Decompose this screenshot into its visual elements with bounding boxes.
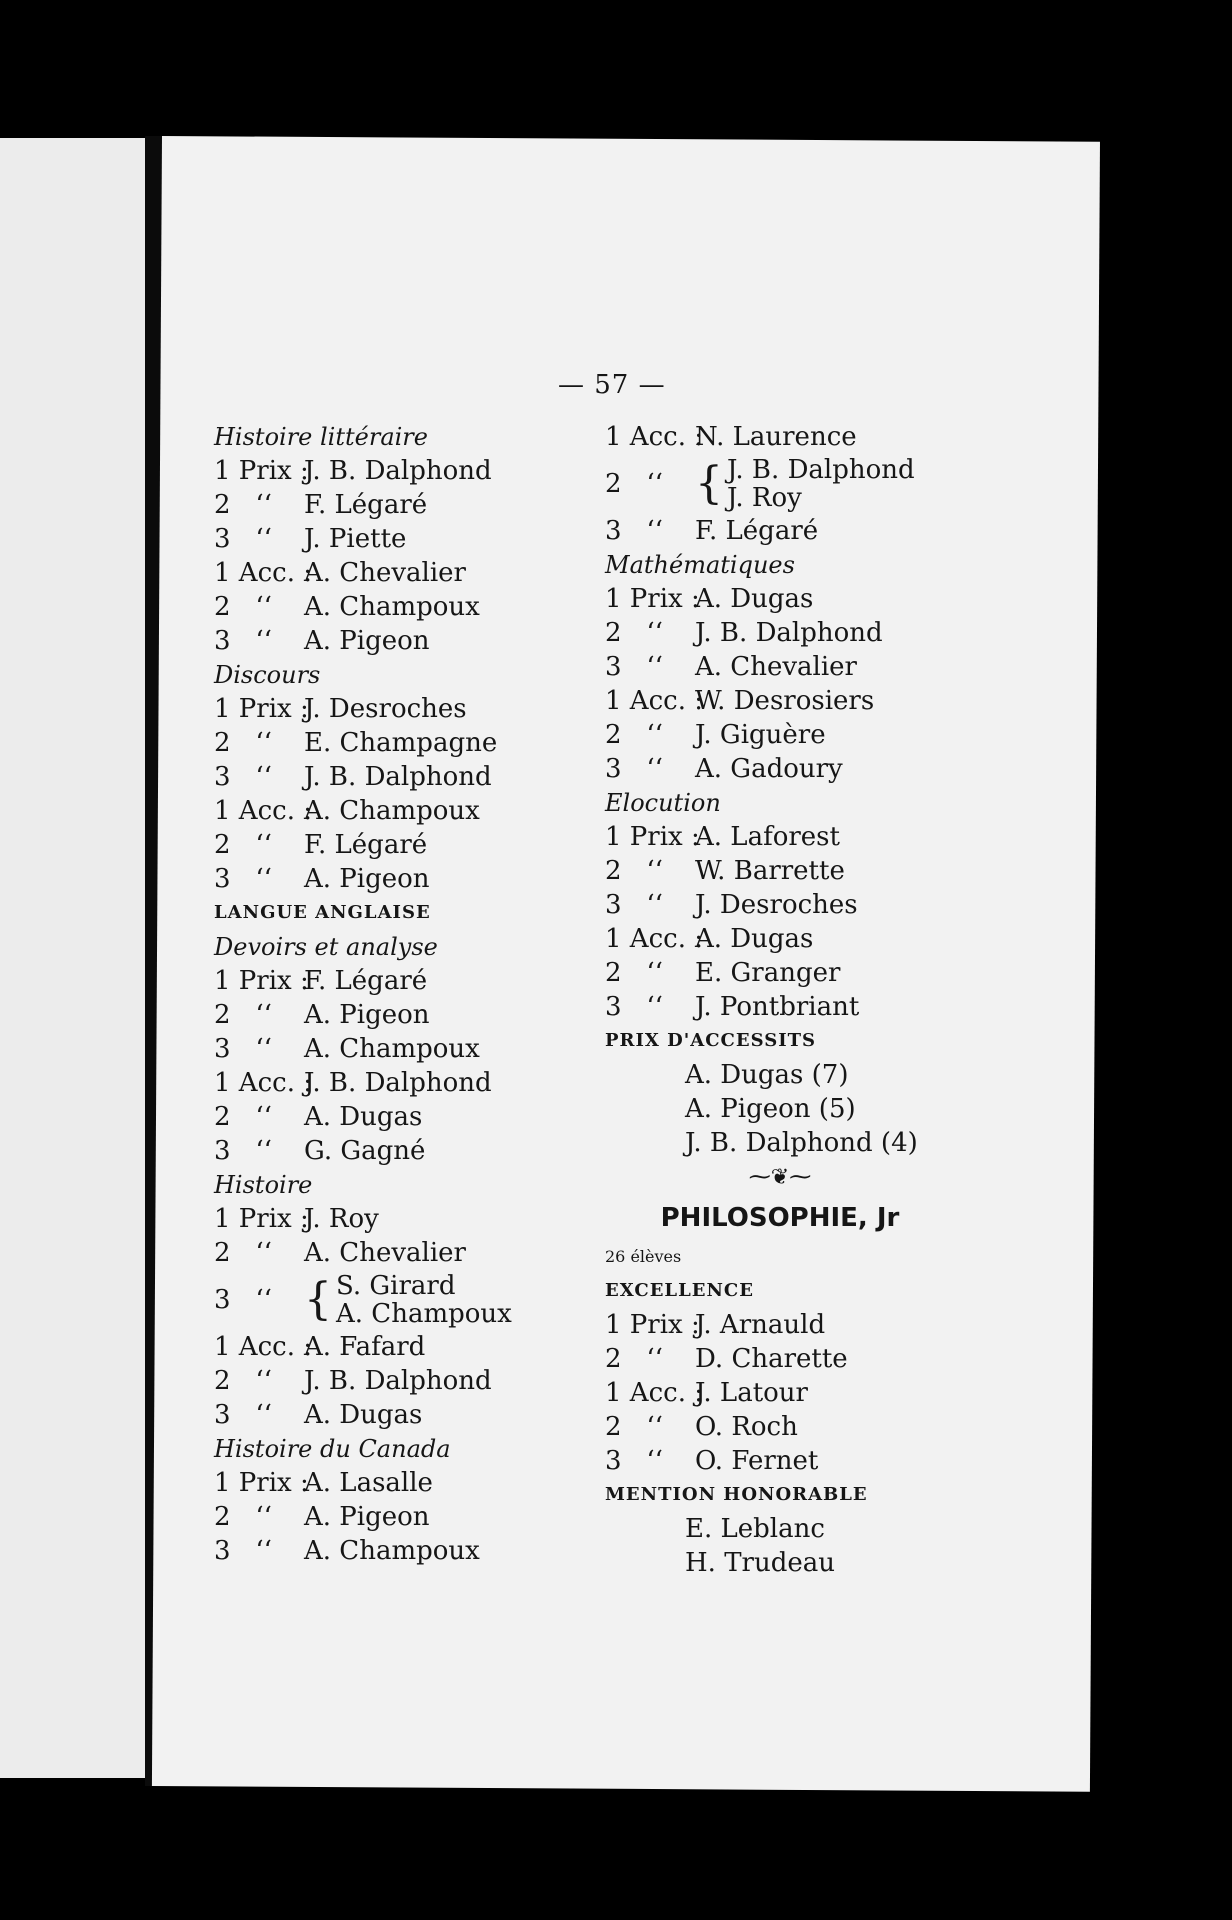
award-entry bbox=[214, 1500, 554, 1534]
section-heading: Elocution bbox=[605, 789, 721, 817]
award-name: F. Légaré bbox=[304, 830, 428, 860]
award-name: W. Desrosiers bbox=[695, 686, 875, 716]
award-rank: 1 Prix : bbox=[605, 822, 700, 852]
award-name: J. Giguère bbox=[695, 720, 826, 750]
award-rank: 3 ‘‘ bbox=[214, 1536, 272, 1566]
honor-name: J. B. Dalphond (4) bbox=[685, 1128, 918, 1158]
award-entry bbox=[605, 922, 955, 956]
tied-names bbox=[727, 456, 915, 512]
award-rank: 2 ‘‘ bbox=[214, 490, 272, 520]
award-rank: 1 Prix : bbox=[214, 456, 309, 486]
award-name: A. Lasalle bbox=[304, 1468, 433, 1498]
award-entry bbox=[605, 956, 955, 990]
award-rank: 3 ‘‘ bbox=[605, 992, 663, 1022]
award-entry bbox=[214, 1466, 554, 1500]
award-rank: 1 Prix : bbox=[605, 1310, 700, 1340]
award-name: J. Desroches bbox=[304, 694, 467, 724]
award-name: A. Chevalier bbox=[695, 652, 857, 682]
award-rank: 1 Acc. : bbox=[214, 558, 312, 588]
award-entry bbox=[214, 828, 554, 862]
honor-name: H. Trudeau bbox=[685, 1548, 835, 1578]
award-rank: 3 ‘‘ bbox=[605, 754, 663, 784]
award-entry bbox=[605, 684, 955, 718]
award-rank: 3 ‘‘ bbox=[605, 1446, 663, 1476]
award-name: A. Gadoury bbox=[695, 754, 843, 784]
adjacent-page-edge bbox=[0, 138, 145, 1778]
award-entry bbox=[214, 1100, 554, 1134]
award-name: A. Dugas bbox=[695, 584, 814, 614]
award-rank: 2 ‘‘ bbox=[214, 1102, 272, 1132]
award-entry bbox=[214, 556, 554, 590]
award-name: D. Charette bbox=[695, 1344, 848, 1374]
tie-brace: { bbox=[695, 458, 723, 509]
award-rank: 3 ‘‘ bbox=[214, 762, 272, 792]
award-name: A. Pigeon bbox=[304, 626, 430, 656]
honor-name: E. Leblanc bbox=[685, 1514, 825, 1544]
award-name: A. Champoux bbox=[304, 1034, 480, 1064]
award-entry bbox=[605, 514, 955, 548]
award-rank: 2 ‘‘ bbox=[214, 1502, 272, 1532]
award-entry bbox=[605, 990, 955, 1024]
award-entry bbox=[605, 650, 955, 684]
award-name: J. B. Dalphond bbox=[304, 762, 492, 792]
award-entry bbox=[605, 582, 955, 616]
award-name: S. Girard bbox=[336, 1271, 456, 1301]
award-name: A. Chevalier bbox=[304, 1238, 466, 1268]
award-name: A. Fafard bbox=[304, 1332, 426, 1362]
award-entry bbox=[605, 1410, 955, 1444]
award-entry bbox=[214, 692, 554, 726]
award-rank: 1 Prix : bbox=[214, 1204, 309, 1234]
honor-name: A. Pigeon (5) bbox=[685, 1094, 856, 1124]
award-rank: 3 ‘‘ bbox=[214, 1136, 272, 1166]
award-name: E. Champagne bbox=[304, 728, 498, 758]
award-rank: 3 ‘‘ bbox=[605, 890, 663, 920]
honor-name: A. Dugas (7) bbox=[685, 1060, 849, 1090]
award-name: J. Roy bbox=[727, 483, 802, 513]
award-name: J. B. Dalphond bbox=[304, 456, 492, 486]
class-heading: PHILOSOPHIE, Jr bbox=[660, 1203, 900, 1233]
award-rank: 2 ‘‘ bbox=[214, 830, 272, 860]
section-caps-heading: MENTION HONORABLE bbox=[605, 1484, 868, 1505]
award-entry bbox=[605, 718, 955, 752]
award-entry bbox=[214, 1066, 554, 1100]
award-entry bbox=[214, 1330, 554, 1364]
award-name: A. Pigeon bbox=[304, 1000, 430, 1030]
award-rank: 2 ‘‘ bbox=[214, 1366, 272, 1396]
section-heading: Devoirs et analyse bbox=[214, 933, 438, 961]
award-name: J. Roy bbox=[304, 1204, 379, 1234]
award-entry bbox=[605, 820, 955, 854]
award-entry bbox=[214, 1364, 554, 1398]
award-entry bbox=[214, 862, 554, 896]
award-entry bbox=[605, 888, 955, 922]
section-heading: Histoire bbox=[214, 1171, 313, 1199]
award-name: A. Pigeon bbox=[304, 1502, 430, 1532]
award-name: J. Piette bbox=[304, 524, 407, 554]
award-name: F. Légaré bbox=[304, 490, 428, 520]
award-entry bbox=[605, 1308, 955, 1342]
award-rank: 2 ‘‘ bbox=[605, 720, 663, 750]
award-name: F. Légaré bbox=[695, 516, 819, 546]
award-rank: 1 Prix : bbox=[214, 966, 309, 996]
award-entry bbox=[605, 752, 955, 786]
section-caps-heading: EXCELLENCE bbox=[605, 1280, 754, 1301]
award-entry-tied bbox=[605, 454, 955, 514]
section-heading: Histoire du Canada bbox=[214, 1435, 451, 1463]
award-entry bbox=[214, 522, 554, 556]
award-rank: 1 Acc. : bbox=[605, 1378, 703, 1408]
award-rank: 1 Prix : bbox=[605, 584, 700, 614]
award-name: E. Granger bbox=[695, 958, 841, 988]
award-entry bbox=[214, 794, 554, 828]
award-rank: 3 ‘‘ bbox=[214, 1400, 272, 1430]
award-name: J. B. Dalphond bbox=[304, 1068, 492, 1098]
section-caps-heading: PRIX D'ACCESSITS bbox=[605, 1030, 817, 1051]
award-rank: 1 Acc. : bbox=[214, 1068, 312, 1098]
award-rank: 2 ‘‘ bbox=[214, 1000, 272, 1030]
award-entry bbox=[605, 1444, 955, 1478]
award-name: A. Chevalier bbox=[304, 558, 466, 588]
award-rank: 2 ‘‘ bbox=[605, 469, 663, 499]
award-rank: 2 ‘‘ bbox=[605, 1344, 663, 1374]
award-name: G. Gagné bbox=[304, 1136, 426, 1166]
award-entry bbox=[214, 624, 554, 658]
left-column bbox=[214, 420, 554, 1568]
award-entry bbox=[214, 454, 554, 488]
award-entry bbox=[214, 1134, 554, 1168]
award-rank: 3 ‘‘ bbox=[214, 1285, 272, 1315]
award-name: A. Dugas bbox=[695, 924, 814, 954]
award-rank: 2 ‘‘ bbox=[605, 856, 663, 886]
award-entry bbox=[214, 964, 554, 998]
section-caps-heading: LANGUE ANGLAISE bbox=[214, 902, 431, 923]
award-rank: 3 ‘‘ bbox=[214, 626, 272, 656]
award-name: N. Laurence bbox=[695, 422, 857, 452]
award-entry bbox=[214, 1202, 554, 1236]
award-name: A. Pigeon bbox=[304, 864, 430, 894]
ornament-divider: ⁓❦⁓ bbox=[748, 1165, 812, 1190]
award-rank: 3 ‘‘ bbox=[214, 524, 272, 554]
award-name: J. B. Dalphond bbox=[304, 1366, 492, 1396]
right-column bbox=[605, 420, 955, 1580]
award-rank: 1 Acc. : bbox=[605, 422, 703, 452]
award-name: O. Roch bbox=[695, 1412, 798, 1442]
award-entry bbox=[214, 998, 554, 1032]
award-rank: 3 ‘‘ bbox=[605, 652, 663, 682]
award-name: A. Champoux bbox=[304, 592, 480, 622]
award-entry bbox=[605, 1376, 955, 1410]
section-heading: Mathématiques bbox=[605, 551, 795, 579]
award-name: J. Pontbriant bbox=[695, 992, 860, 1022]
award-name: A. Dugas bbox=[304, 1102, 423, 1132]
award-rank: 2 ‘‘ bbox=[605, 958, 663, 988]
award-rank: 1 Acc. : bbox=[605, 924, 703, 954]
award-rank: 1 Prix : bbox=[214, 694, 309, 724]
award-entry bbox=[214, 1236, 554, 1270]
award-entry bbox=[214, 726, 554, 760]
award-rank: 2 ‘‘ bbox=[605, 618, 663, 648]
award-entry bbox=[605, 854, 955, 888]
award-rank: 2 ‘‘ bbox=[605, 1412, 663, 1442]
award-name: W. Barrette bbox=[695, 856, 845, 886]
award-entry bbox=[605, 420, 955, 454]
award-name: J. Arnauld bbox=[695, 1310, 826, 1340]
award-entry bbox=[214, 590, 554, 624]
tied-names bbox=[336, 1272, 512, 1328]
award-rank: 2 ‘‘ bbox=[214, 592, 272, 622]
section-heading: Histoire littéraire bbox=[214, 423, 428, 451]
student-count: 26 élèves bbox=[605, 1247, 682, 1266]
award-name: J. B. Dalphond bbox=[727, 455, 915, 485]
award-name: F. Légaré bbox=[304, 966, 428, 996]
award-name: A. Champoux bbox=[304, 796, 480, 826]
award-rank: 3 ‘‘ bbox=[605, 516, 663, 546]
award-entry bbox=[605, 1342, 955, 1376]
award-rank: 1 Prix : bbox=[214, 1468, 309, 1498]
award-name: A. Dugas bbox=[304, 1400, 423, 1430]
award-rank: 1 Acc. : bbox=[605, 686, 703, 716]
award-entry bbox=[605, 616, 955, 650]
award-name: J. B. Dalphond bbox=[695, 618, 883, 648]
award-entry bbox=[214, 1032, 554, 1066]
award-entry bbox=[214, 1398, 554, 1432]
tie-brace: { bbox=[304, 1274, 332, 1325]
award-rank: 3 ‘‘ bbox=[214, 1034, 272, 1064]
award-rank: 1 Acc. : bbox=[214, 796, 312, 826]
award-entry bbox=[214, 488, 554, 522]
section-heading: Discours bbox=[214, 661, 321, 689]
award-entry bbox=[214, 1534, 554, 1568]
award-rank: 3 ‘‘ bbox=[214, 864, 272, 894]
page-number: — 57 — bbox=[558, 370, 666, 400]
award-rank: 1 Acc. : bbox=[214, 1332, 312, 1362]
award-name: J. Desroches bbox=[695, 890, 858, 920]
award-rank: 2 ‘‘ bbox=[214, 1238, 272, 1268]
award-rank: 2 ‘‘ bbox=[214, 728, 272, 758]
award-name: J. Latour bbox=[695, 1378, 808, 1408]
award-name: A. Laforest bbox=[695, 822, 840, 852]
award-entry-tied bbox=[214, 1270, 554, 1330]
award-name: A. Champoux bbox=[336, 1299, 512, 1329]
award-name: O. Fernet bbox=[695, 1446, 819, 1476]
award-entry bbox=[214, 760, 554, 794]
award-name: A. Champoux bbox=[304, 1536, 480, 1566]
